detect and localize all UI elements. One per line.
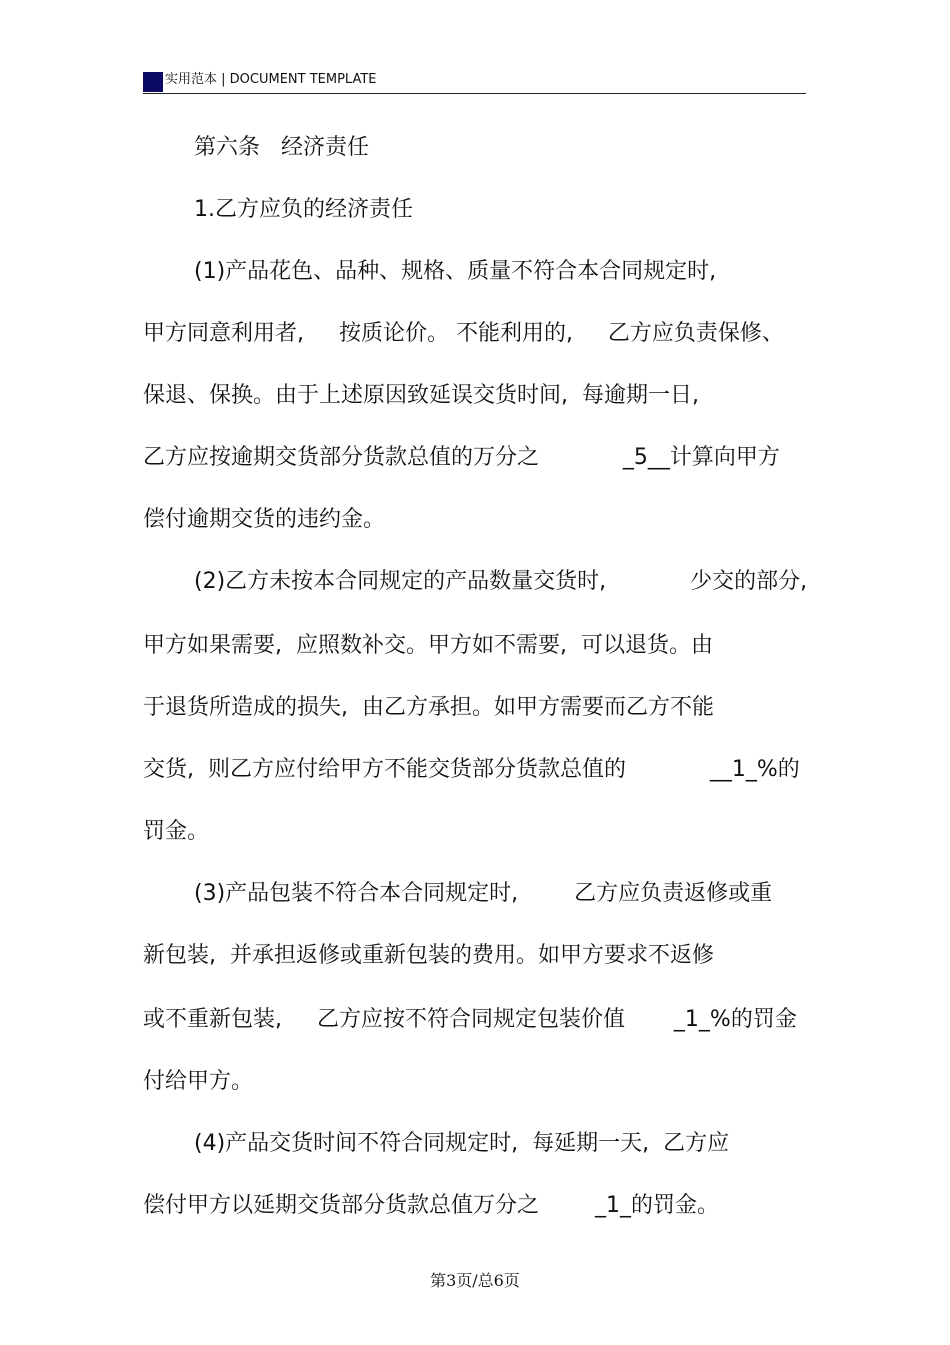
paragraph-line: 乙方应按逾期交货部分货款总值的万分之 _5__计算向甲方 xyxy=(143,445,780,470)
paragraph-line: 罚金。 xyxy=(143,819,210,844)
article-heading: 第六条 经济责任 xyxy=(194,135,369,160)
document-header xyxy=(143,69,806,94)
paragraph-line: 新包装, 并承担返修或重新包装的费用。如甲方要求不返修 xyxy=(143,943,714,968)
paragraph-line: (1)产品花色、品种、规格、质量不符合本合同规定时, xyxy=(194,259,717,284)
paragraph-line: (4)产品交货时间不符合同规定时, 每延期一天, 乙方应 xyxy=(194,1131,730,1156)
paragraph-line: 或不重新包装, 乙方应按不符合同规定包装价值 _1_%的罚金 xyxy=(143,1007,797,1032)
paragraph-line: 付给甲方。 xyxy=(143,1069,254,1094)
header-label: 实用范本 | DOCUMENT TEMPLATE xyxy=(165,72,377,87)
paragraph-line: 甲方如果需要, 应照数补交。甲方如不需要, 可以退货。由 xyxy=(143,633,713,658)
paragraph-line: 甲方同意利用者, 按质论价。 不能利用的, 乙方应负责保修、 xyxy=(143,321,784,346)
paragraph-line: 保退、保换。由于上述原因致延误交货时间, 每逾期一日, xyxy=(143,383,699,408)
paragraph-line: 偿付甲方以延期交货部分货款总值万分之 _1_的罚金。 xyxy=(143,1193,719,1218)
paragraph-line: (3)产品包装不符合本合同规定时, 乙方应负责返修或重 xyxy=(194,881,773,906)
header-logo-square xyxy=(143,72,163,92)
page-number: 第3页/总6页 xyxy=(430,1271,520,1290)
paragraph-line: 交货, 则乙方应付给甲方不能交货部分货款总值的 __1_%的 xyxy=(143,757,800,782)
paragraph-line: (2)乙方未按本合同规定的产品数量交货时, 少交的部分, xyxy=(194,569,808,594)
paragraph-line: 偿付逾期交货的违约金。 xyxy=(143,507,386,532)
paragraph-line: 于退货所造成的损失, 由乙方承担。如甲方需要而乙方不能 xyxy=(143,695,714,720)
section-heading: 1.乙方应负的经济责任 xyxy=(194,197,413,222)
